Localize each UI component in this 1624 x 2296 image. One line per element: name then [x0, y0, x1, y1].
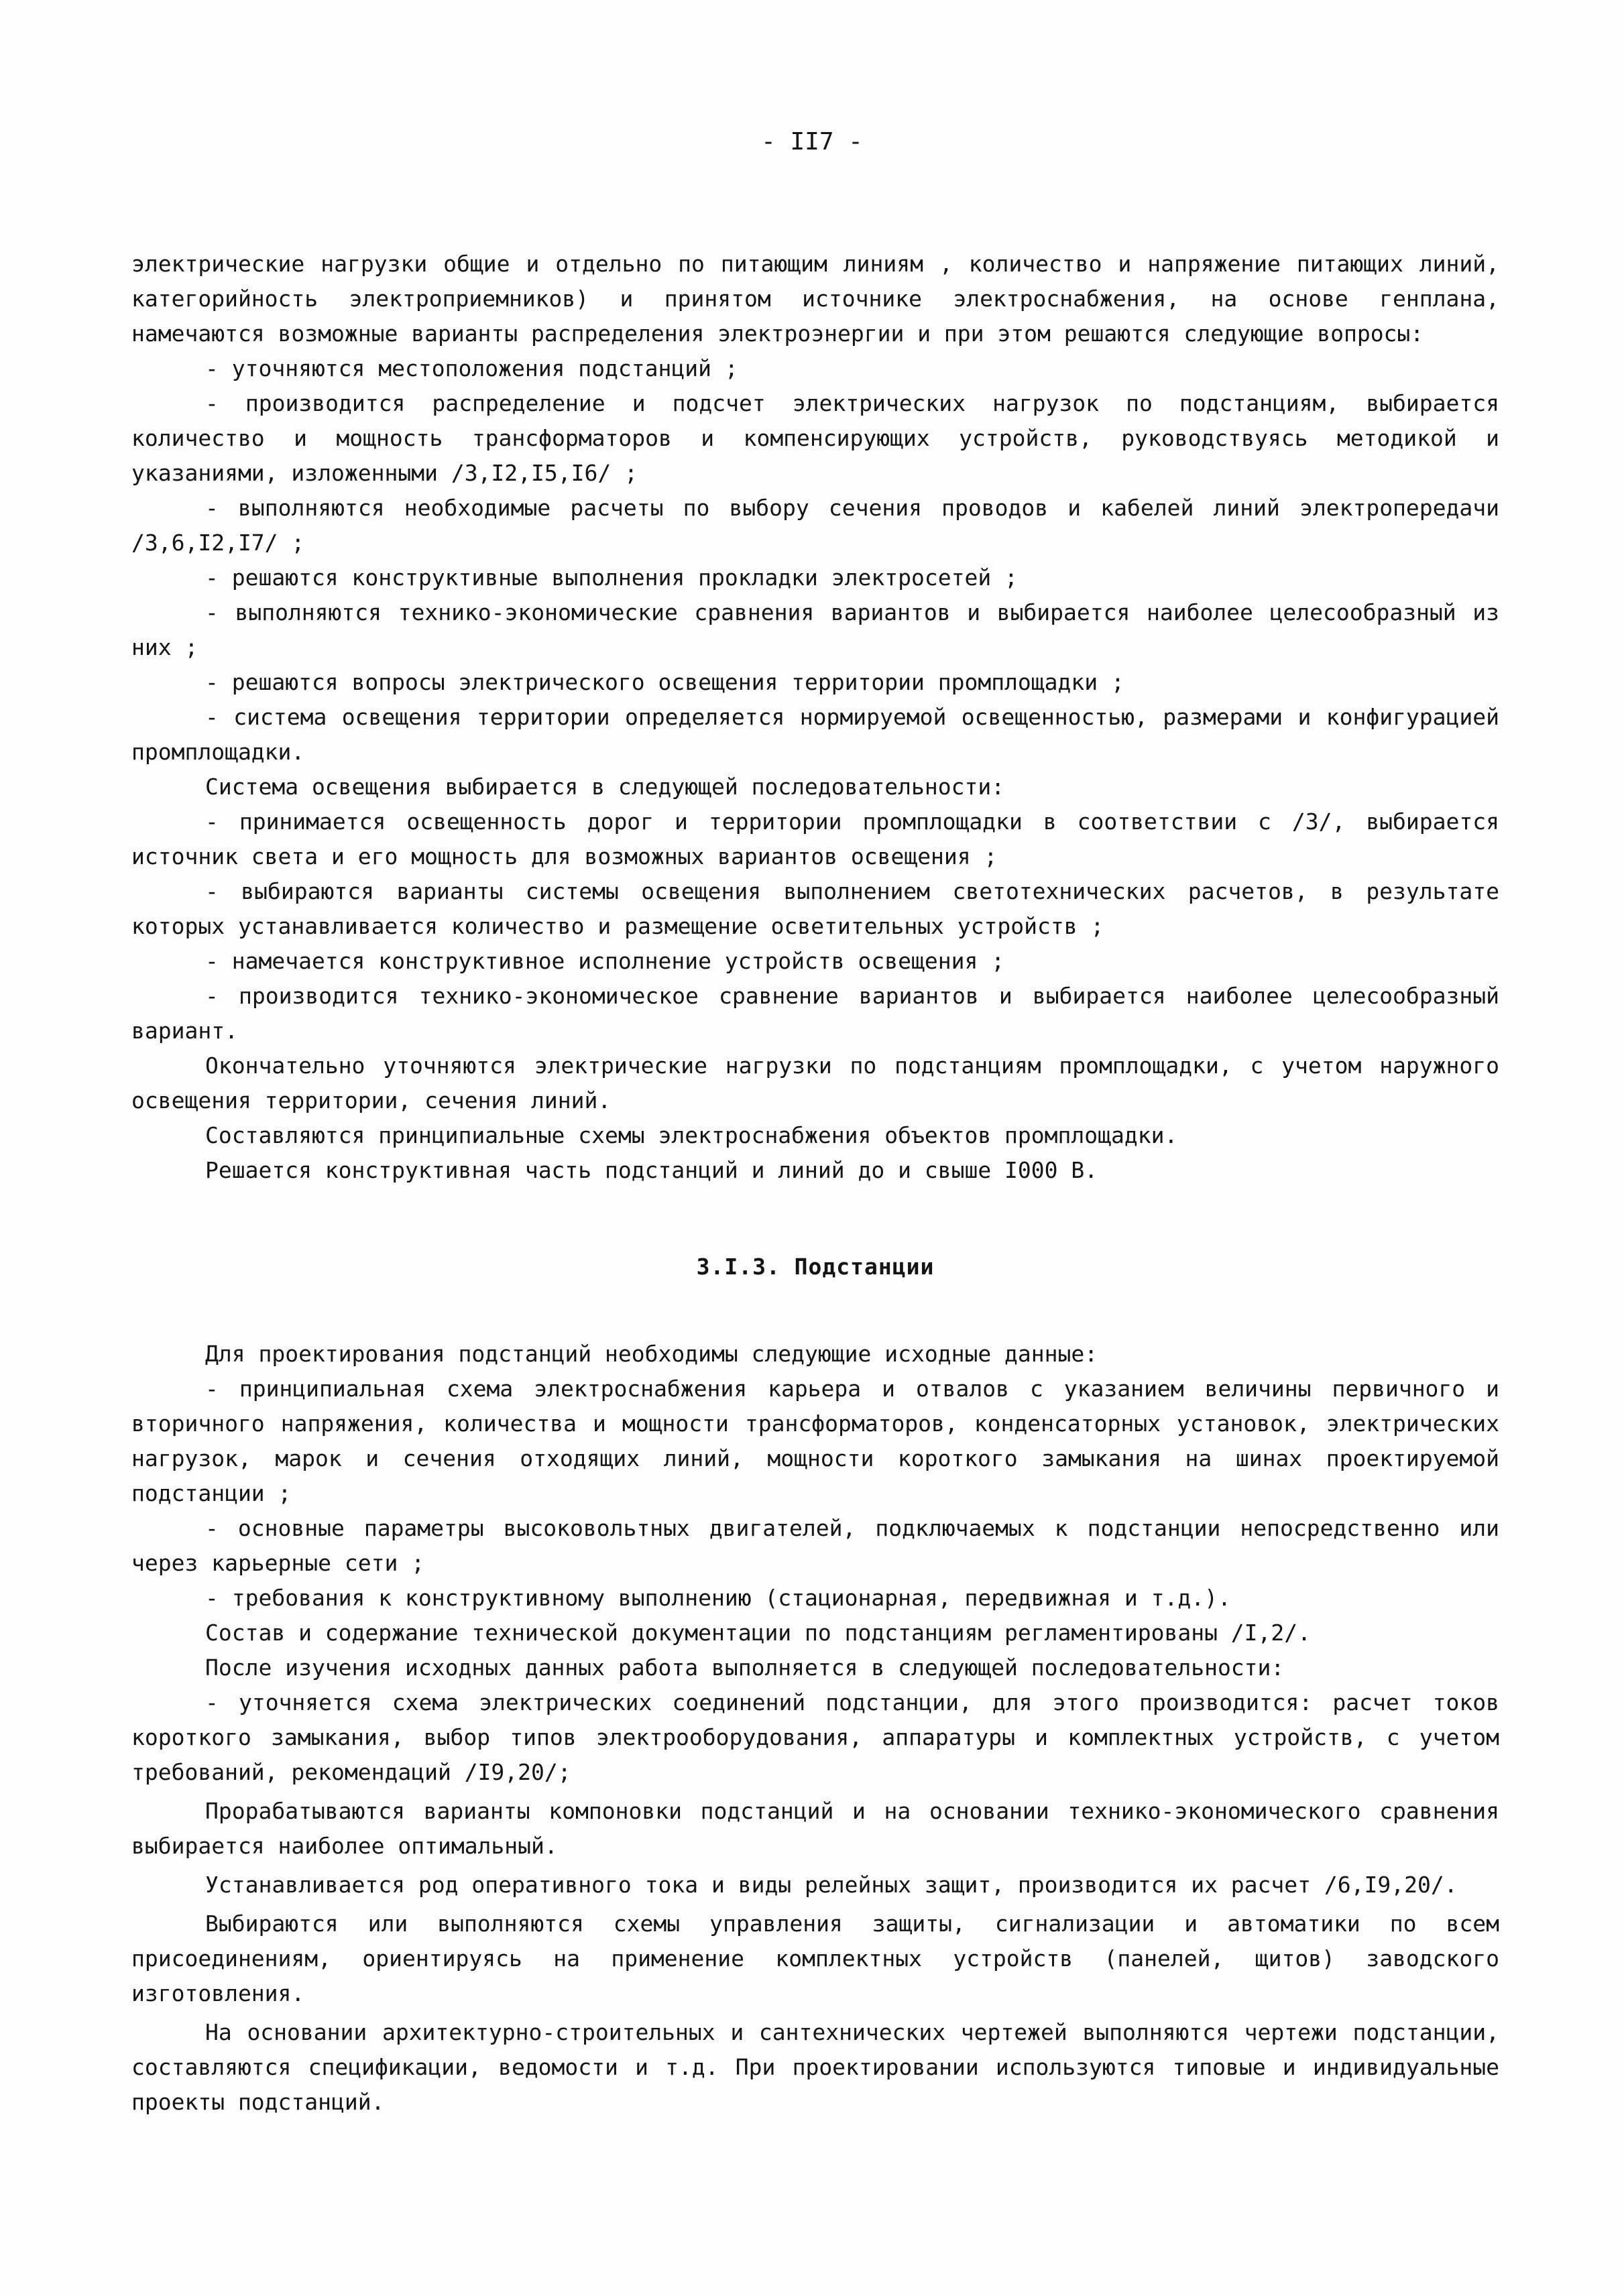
paragraph: - принимается освещенность дорог и территории промплощадки в соответствии с /3/, выбирается источник света и его мощность для возможных вариантов освещения ; — [131, 808, 1499, 869]
paragraph: Выбираются или выполняются схемы управления защиты, сигнализации и автоматики по всем присоединениям, ориентируясь на применение комплектных устройств (панелей, щитов) заводского изготовления. — [131, 1911, 1499, 2006]
paragraph: - выбираются варианты системы освещения выполнением светотехнических расчетов, в результате которых устанавливается количество и размещение осветительных устройств ; — [131, 878, 1499, 939]
page-number: - II7 - — [761, 128, 863, 156]
paragraph: Составляются принципиальные схемы электроснабжения объектов промплощадки. — [205, 1122, 1178, 1148]
paragraph: Прорабатываются варианты компоновки подстанций и на основании технико-экономического сравнения выбирается наиболее оптимальный. — [131, 1798, 1499, 1859]
paragraph: - выполняются необходимые расчеты по выбору сечения проводов и кабелей линий электропередачи /3,6,I2,I7/ ; — [131, 495, 1499, 556]
top-paragraphs — [131, 247, 1499, 1188]
paragraph: Окончательно уточняются электрические нагрузки по подстанциям промплощадки, с учетом наружного освещения территории, сечения линий. — [131, 1052, 1499, 1113]
section-title: 3.I.3. Подстанции — [696, 1254, 935, 1280]
paragraph: Система освещения выбирается в следующей последовательности: — [205, 774, 1005, 800]
paragraph: Состав и содержание технической документации по подстанциям регламентированы /I,2/. — [205, 1620, 1312, 1646]
paragraph: - система освещения территории определяется нормируемой освещенностью, размерами и конфигурацией промплощадки. — [131, 704, 1499, 765]
paragraph: - уточняется схема электрических соединений подстанции, для этого производится: расчет токов короткого замыкания, выбор типов электрооборудования, аппаратуры и комплектных устройств, с учетом требований, рекомендаций /I9,20/; — [131, 1689, 1499, 1785]
paragraph: - решаются вопросы электрического освещения территории промплощадки ; — [205, 669, 1124, 695]
paragraph: Устанавливается род оперативного тока и виды релейных защит, производится их расчет /6,I9,20/. — [205, 1872, 1458, 1898]
bottom-paragraphs — [131, 1337, 1499, 2120]
body-text — [131, 247, 1499, 2120]
paragraph: - решаются конструктивные выполнения прокладки электросетей ; — [205, 564, 1018, 591]
paragraph: - намечается конструктивное исполнение устройств освещения ; — [205, 948, 1005, 974]
paragraph: - уточняются местоположения подстанций ; — [205, 355, 738, 381]
paragraph: - принципиальная схема электроснабжения карьера и отвалов с указанием величины первичного и вторичного напряжения, количества и мощности трансформаторов, конденсаторных установок, электрических нагрузок, марок и сечения отходящих линий, мощности короткого замыкания на шинах проектируемой подстанции ; — [131, 1376, 1499, 1506]
paragraph: - основные параметры высоковольтных двигателей, подключаемых к подстанции непосредственно или через карьерные сети ; — [131, 1515, 1499, 1576]
paragraph: - требования к конструктивному выполнению (стационарная, передвижная и т.д.). — [205, 1585, 1231, 1611]
paragraph: Решается конструктивная часть подстанций и линий до и свыше I000 В. — [205, 1157, 1098, 1183]
paragraph: Для проектирования подстанций необходимы следующие исходные данные: — [205, 1341, 1098, 1367]
paragraph: На основании архитектурно-строительных и сантехнических чертежей выполняются чертежи подстанции, составляются спецификации, ведомости и т.д. При проектировании используются типовые и индивидуальные проекты подстанций. — [131, 2019, 1499, 2115]
paragraph: - выполняются технико-экономические сравнения вариантов и выбирается наиболее целесообразный из них ; — [131, 599, 1499, 660]
paragraph: - производится технико-экономическое сравнение вариантов и выбирается наиболее целесообразный вариант. — [131, 983, 1499, 1044]
paragraph: - производится распределение и подсчет электрических нагрузок по подстанциям, выбирается количество и мощность трансформаторов и компенсирующих устройств, руководствуясь методикой и указаниями, изложенными /3,I2,I5,I6/ ; — [131, 390, 1499, 486]
paragraph: электрические нагрузки общие и отдельно по питающим линиям , количество и напряжение питающих линий, категорийность электроприемников) и принятом источнике электроснабжения, на основе генплана, намечаются возможные варианты распределения электроэнергии и при этом решаются следующие вопросы: — [131, 251, 1499, 347]
paragraph: После изучения исходных данных работа выполняется в следующей последовательности: — [205, 1654, 1285, 1681]
